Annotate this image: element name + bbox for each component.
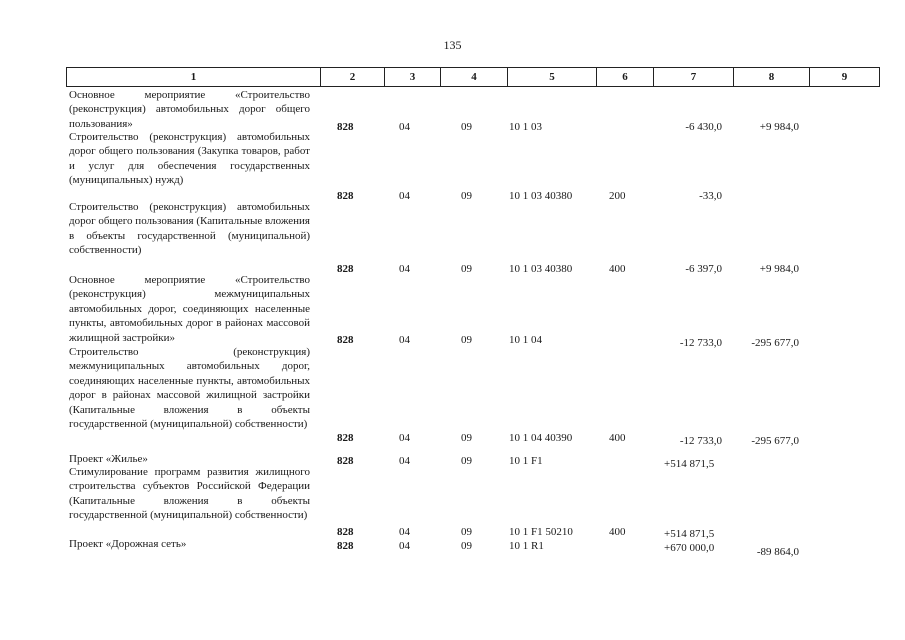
cell-col-2: 828 (337, 190, 354, 202)
cell-col-5: 10 1 03 40380 (509, 190, 573, 202)
cell-col-8: -295 677,0 (751, 337, 799, 349)
cell-col-7: -6 397,0 (685, 263, 722, 275)
row-description: Основное мероприятие «Строительство (реконструкция) автомобильных дорог общего пользования» (69, 89, 310, 130)
cell-col-8: +9 984,0 (759, 121, 799, 133)
cell-col-6: 400 (609, 526, 626, 538)
row-description: Основное мероприятие «Строительство (реконструкция) межмуниципальных автомобильных дорог, соединяющих населенные пункты, автомобильных дорог в районах массовой жилищной застройки» (69, 274, 310, 344)
row-description: Строительство (реконструкция) автомобильных дорог общего пользования (Капитальные вложения в объекты государственной (муниципальной) собственности) (69, 201, 310, 257)
cell-col-7: -12 733,0 (679, 435, 722, 447)
cell-col-3: 04 (399, 190, 410, 202)
cell-col-7: +514 871,5 (664, 528, 715, 540)
cell-col-5: 10 1 03 40380 (509, 263, 573, 275)
header-col-6: 6 (596, 68, 653, 86)
cell-col-4: 09 (461, 121, 472, 133)
cell-col-4: 09 (461, 334, 472, 346)
cell-col-3: 04 (399, 334, 410, 346)
header-col-4: 4 (440, 68, 507, 86)
page-number: 135 (443, 38, 462, 52)
cell-col-8: +9 984,0 (759, 263, 799, 275)
cell-col-4: 09 (461, 432, 472, 444)
row-description: Проект «Жилье» (69, 453, 148, 465)
cell-col-4: 09 (461, 263, 472, 275)
cell-col-3: 04 (399, 263, 410, 275)
cell-col-7: -6 430,0 (685, 121, 722, 133)
cell-col-8: -295 677,0 (751, 435, 799, 447)
cell-col-5: 10 1 04 (509, 334, 542, 346)
cell-col-8: -89 864,0 (756, 546, 799, 558)
cell-col-4: 09 (461, 455, 472, 467)
cell-col-2: 828 (337, 455, 354, 467)
header-col-2: 2 (320, 68, 384, 86)
cell-col-3: 04 (399, 455, 410, 467)
header-col-3: 3 (384, 68, 440, 86)
cell-col-2: 828 (337, 263, 354, 275)
row-description: Строительство (реконструкция) межмуниципальных автомобильных дорог, соединяющих населенные пункты, автомобильных дорог в районах массовой жилищной застройки (Капитальные вложения в объекты государственной (муниципальной) собственности) (69, 346, 310, 431)
cell-col-5: 10 1 F1 (509, 455, 543, 467)
cell-col-6: 200 (609, 190, 626, 202)
cell-col-4: 09 (461, 526, 472, 538)
cell-col-4: 09 (461, 540, 472, 552)
header-col-9: 9 (809, 68, 879, 86)
cell-col-2: 828 (337, 121, 354, 133)
cell-col-2: 828 (337, 526, 354, 538)
cell-col-7: +670 000,0 (664, 542, 715, 554)
header-col-7: 7 (653, 68, 733, 86)
header-col-1: 1 (190, 71, 197, 83)
cell-col-7: -33,0 (699, 190, 722, 202)
cell-col-2: 828 (337, 334, 354, 346)
cell-col-4: 09 (461, 190, 472, 202)
cell-col-3: 04 (399, 121, 410, 133)
table-header (66, 67, 880, 87)
cell-col-3: 04 (399, 526, 410, 538)
cell-col-7: -12 733,0 (679, 337, 722, 349)
row-description: Стимулирование программ развития жилищного строительства субъектов Российской Федерации (Капитальные вложения в объекты государственной (муниципальной) собственности) (69, 466, 310, 522)
cell-col-6: 400 (609, 432, 626, 444)
row-description: Строительство (реконструкция) автомобильных дорог общего пользования (Закупка товаров, работ и услуг для обеспечения государственных (муниципальных) нужд) (69, 131, 310, 187)
cell-col-5: 10 1 04 40390 (509, 432, 573, 444)
cell-col-5: 10 1 F1 50210 (509, 526, 573, 538)
cell-col-3: 04 (399, 432, 410, 444)
cell-col-6: 400 (609, 263, 626, 275)
row-description: Проект «Дорожная сеть» (69, 538, 187, 550)
cell-col-5: 10 1 R1 (509, 540, 544, 552)
header-col-5: 5 (507, 68, 596, 86)
cell-col-2: 828 (337, 540, 354, 552)
cell-col-7: +514 871,5 (664, 458, 715, 470)
cell-col-2: 828 (337, 432, 354, 444)
cell-col-3: 04 (399, 540, 410, 552)
header-col-8: 8 (733, 68, 809, 86)
cell-col-5: 10 1 03 (509, 121, 542, 133)
